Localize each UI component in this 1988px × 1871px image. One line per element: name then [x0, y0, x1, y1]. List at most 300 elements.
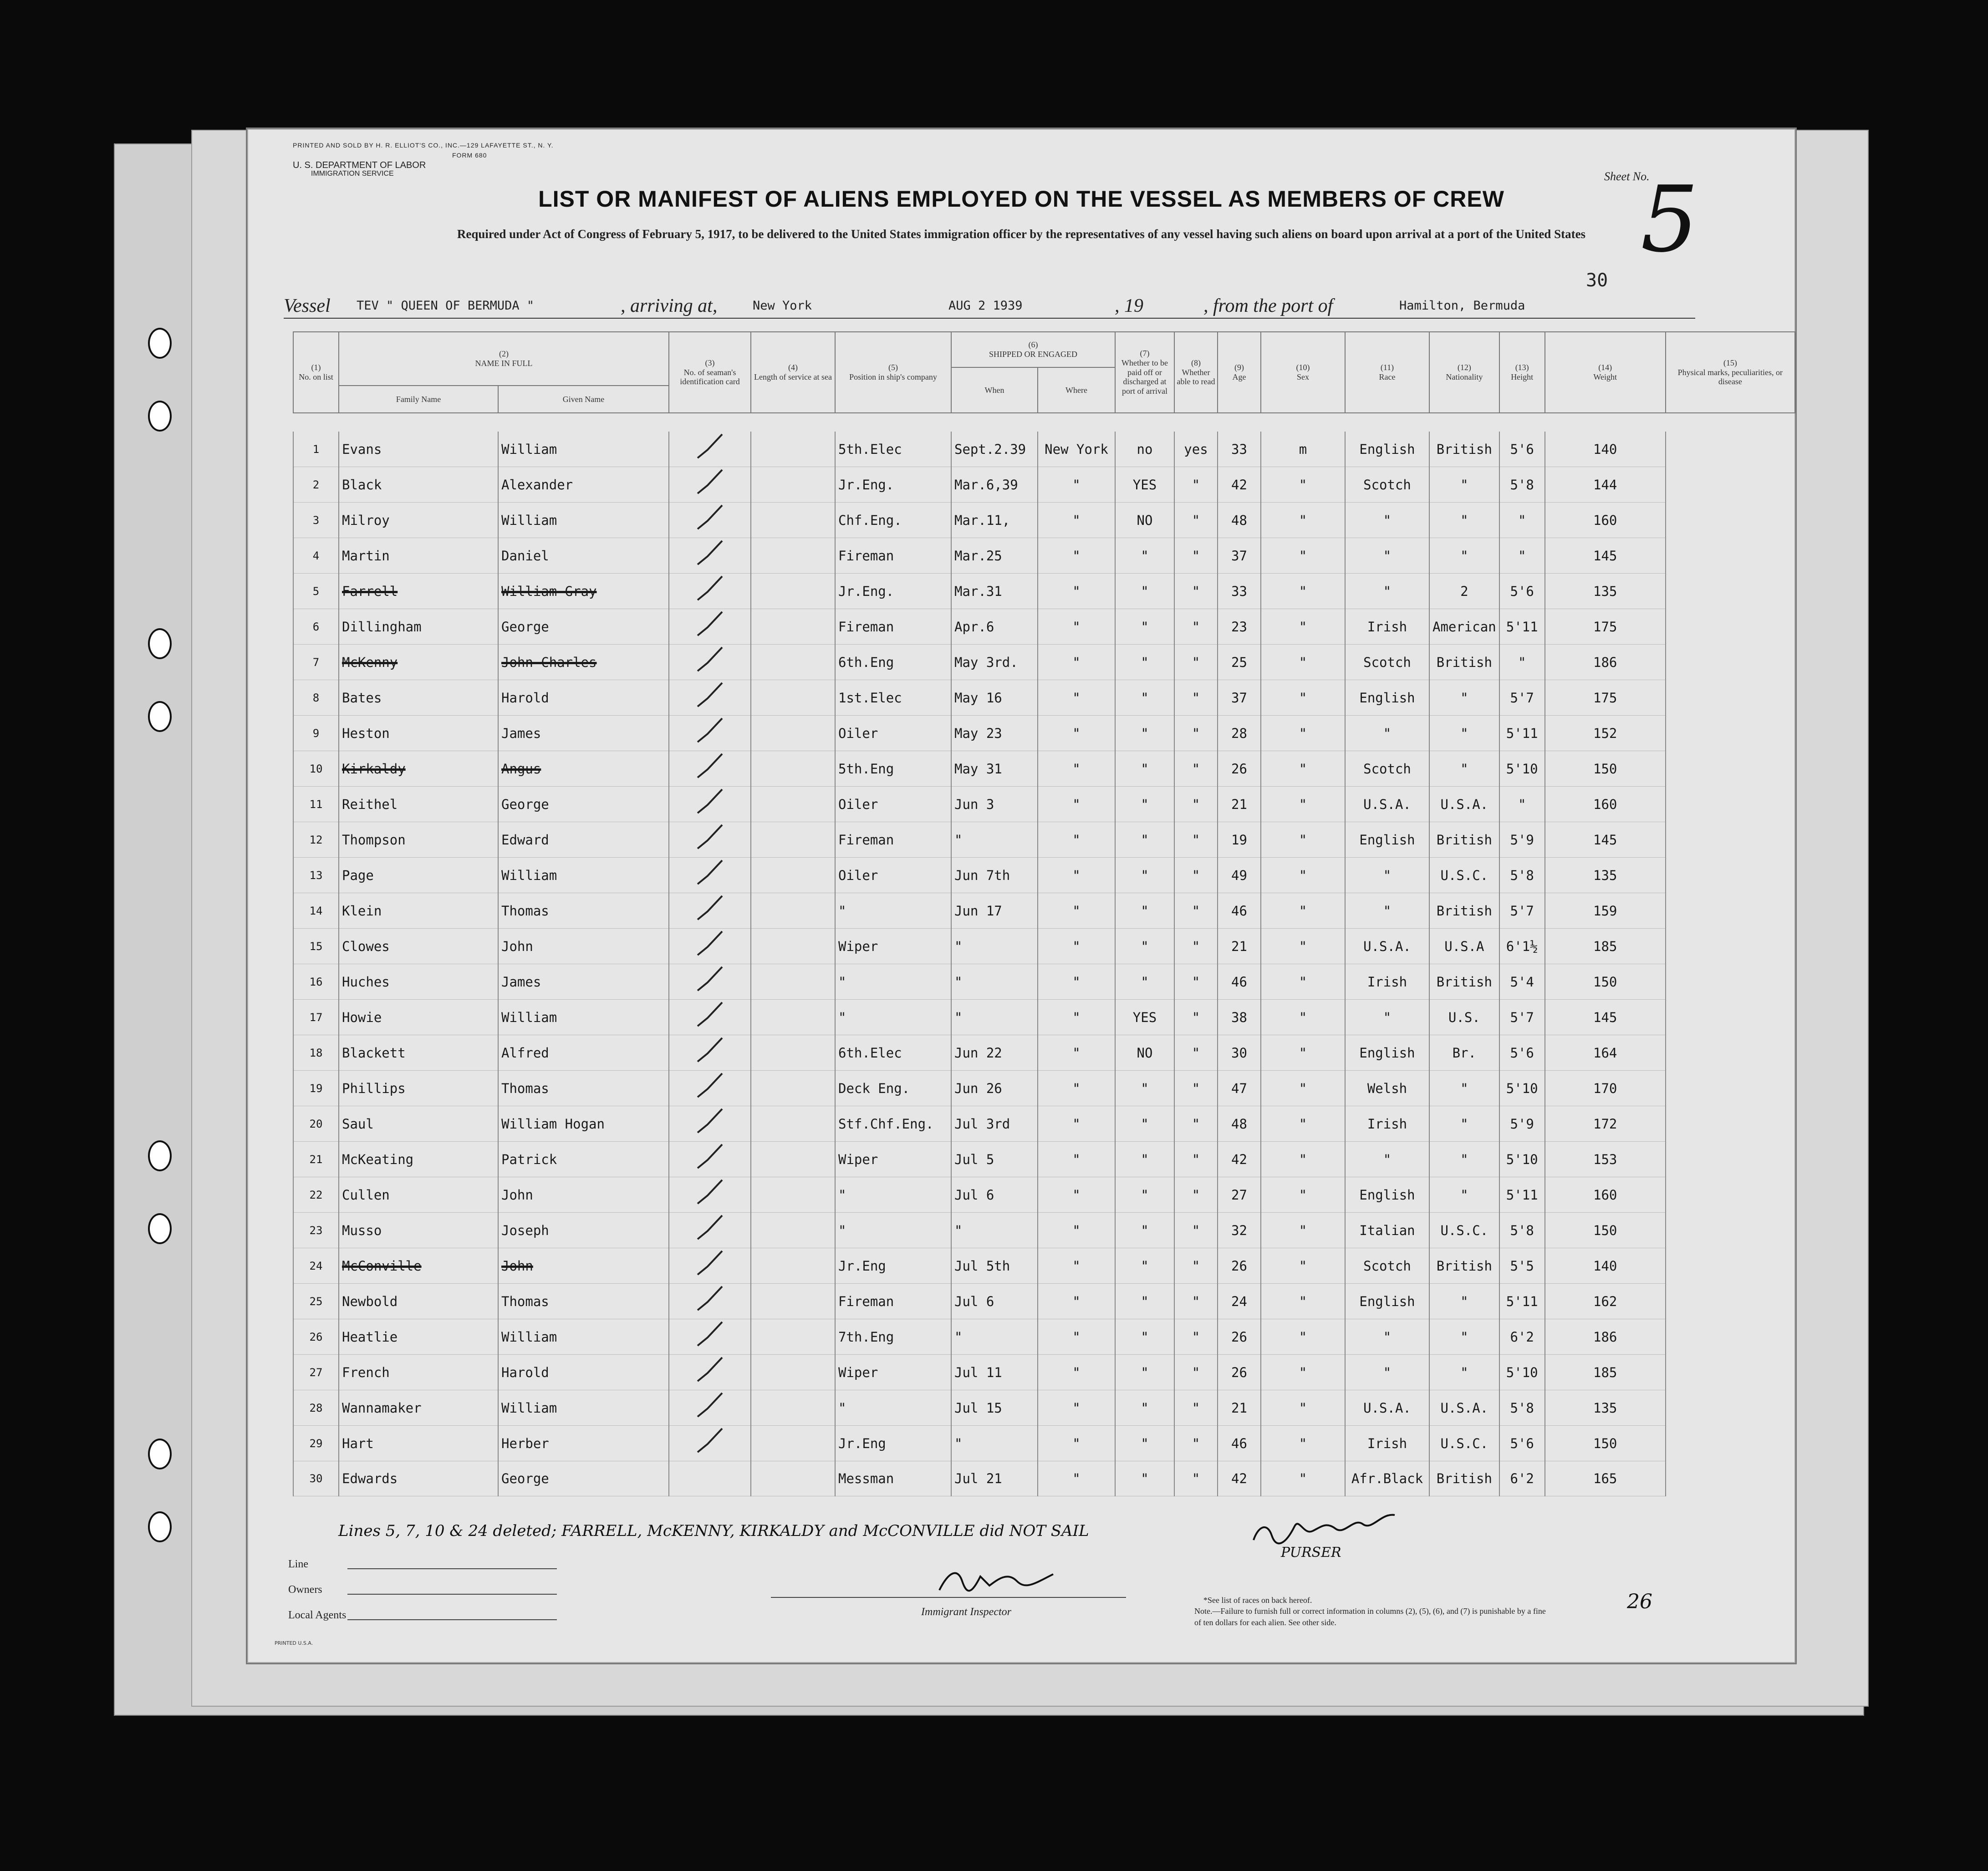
family-name: Phillips: [339, 1071, 498, 1106]
height: 5'7: [1499, 893, 1545, 929]
age: 24: [1218, 1284, 1261, 1319]
arrival-date: AUG 2 1939: [948, 299, 1023, 313]
col-header-id-card: (3) No. of seaman's identification card: [669, 332, 751, 413]
race: Irish: [1345, 1106, 1429, 1142]
race: ": [1345, 716, 1429, 751]
weight: 165: [1545, 1461, 1666, 1496]
weight: 140: [1545, 1248, 1666, 1284]
age: 33: [1218, 432, 1261, 467]
table-row: [293, 574, 1795, 609]
col-header-position: (5) Position in ship's company: [835, 332, 951, 413]
height: ": [1499, 538, 1545, 574]
form-number: FORM 680: [452, 152, 487, 159]
col-header-physical-marks: (15) Physical marks, peculiarities, or disease: [1666, 332, 1795, 413]
col-header-length-service: (4) Length of service at sea: [751, 332, 835, 413]
paid-off: ": [1115, 574, 1174, 609]
shipped-when: ": [951, 964, 1038, 1000]
race: English: [1345, 432, 1429, 467]
nationality: U.S.A.: [1429, 1390, 1499, 1426]
id-card-check: [669, 1426, 751, 1461]
row-number: 16: [293, 964, 339, 1000]
col-header-age: (9) Age: [1218, 332, 1261, 413]
weight: 150: [1545, 1213, 1666, 1248]
vessel-label: Vessel: [284, 295, 331, 316]
inspector-signature: [930, 1563, 1067, 1599]
id-card-check: [669, 751, 751, 787]
col-header-nationality: (12) Nationality: [1429, 332, 1499, 413]
nationality: U.S.A: [1429, 929, 1499, 964]
row-number: 23: [293, 1213, 339, 1248]
age: 26: [1218, 751, 1261, 787]
row-number: 28: [293, 1390, 339, 1426]
family-name: McConville: [339, 1248, 498, 1284]
sex: ": [1261, 787, 1345, 822]
line-label: Line: [288, 1558, 308, 1570]
weight: 145: [1545, 1000, 1666, 1035]
family-name: Edwards: [339, 1461, 498, 1496]
id-card-check: [669, 503, 751, 538]
age: 26: [1218, 1355, 1261, 1390]
table-row: [293, 645, 1795, 680]
family-name: Page: [339, 858, 498, 893]
position: ": [835, 893, 951, 929]
shipped-when: Jul 11: [951, 1355, 1038, 1390]
row-number: 2: [293, 467, 339, 503]
check-mark-icon: [694, 609, 726, 641]
family-name: Reithel: [339, 787, 498, 822]
family-name: Farrell: [339, 574, 498, 609]
given-name: George: [498, 609, 669, 645]
sex: ": [1261, 1319, 1345, 1355]
weight: 175: [1545, 609, 1666, 645]
given-name: George: [498, 1461, 669, 1496]
given-name: William: [498, 432, 669, 467]
shipped-when: Jul 5: [951, 1142, 1038, 1177]
department-name: U. S. DEPARTMENT OF LABOR: [293, 160, 426, 170]
id-card-check: [669, 1106, 751, 1142]
family-name: Bates: [339, 680, 498, 716]
length-of-service: [751, 467, 835, 503]
race: ": [1345, 1000, 1429, 1035]
given-name: William: [498, 503, 669, 538]
id-card-check: [669, 716, 751, 751]
sex: ": [1261, 1035, 1345, 1071]
sex: ": [1261, 1000, 1345, 1035]
paid-off: ": [1115, 1213, 1174, 1248]
height: 5'9: [1499, 822, 1545, 858]
family-name: McKeating: [339, 1142, 498, 1177]
printed-mark: PRINTED U.S.A.: [275, 1640, 313, 1646]
given-name: William: [498, 1000, 669, 1035]
height: 5'7: [1499, 1000, 1545, 1035]
check-mark-icon: [694, 1426, 726, 1458]
shipped-when: Jun 22: [951, 1035, 1038, 1071]
family-name: Thompson: [339, 822, 498, 858]
paid-off: ": [1115, 1390, 1174, 1426]
able-to-read: ": [1174, 929, 1218, 964]
able-to-read: ": [1174, 964, 1218, 1000]
age: 30: [1218, 1035, 1261, 1071]
table-row: [293, 964, 1795, 1000]
shipped-when: May 3rd.: [951, 645, 1038, 680]
race: ": [1345, 503, 1429, 538]
able-to-read: ": [1174, 1071, 1218, 1106]
able-to-read: ": [1174, 1142, 1218, 1177]
weight: 185: [1545, 1355, 1666, 1390]
paid-off: ": [1115, 751, 1174, 787]
able-to-read: ": [1174, 1106, 1218, 1142]
local-agents-label: Local Agents: [288, 1609, 347, 1621]
nationality: U.S.C.: [1429, 858, 1499, 893]
race: ": [1345, 538, 1429, 574]
weight: 135: [1545, 574, 1666, 609]
row-number: 10: [293, 751, 339, 787]
position: Jr.Eng.: [835, 467, 951, 503]
length-of-service: [751, 964, 835, 1000]
id-card-check: [669, 964, 751, 1000]
able-to-read: ": [1174, 1426, 1218, 1461]
check-mark-icon: [694, 1142, 726, 1174]
race: English: [1345, 822, 1429, 858]
table-row: [293, 929, 1795, 964]
paid-off: ": [1115, 929, 1174, 964]
able-to-read: ": [1174, 893, 1218, 929]
sex: ": [1261, 574, 1345, 609]
position: 6th.Elec: [835, 1035, 951, 1071]
given-name: Harold: [498, 680, 669, 716]
nationality: British: [1429, 1461, 1499, 1496]
table-row: [293, 680, 1795, 716]
sex: ": [1261, 964, 1345, 1000]
age: 23: [1218, 609, 1261, 645]
agents-block: [288, 1558, 346, 1635]
age: 48: [1218, 503, 1261, 538]
binder-hole: [148, 1213, 172, 1244]
weight: 150: [1545, 751, 1666, 787]
shipped-where: ": [1038, 1000, 1115, 1035]
weight: 160: [1545, 1177, 1666, 1213]
race: Scotch: [1345, 645, 1429, 680]
length-of-service: [751, 716, 835, 751]
nationality: ": [1429, 467, 1499, 503]
height: 5'8: [1499, 1390, 1545, 1426]
id-card-check: [669, 574, 751, 609]
position: Fireman: [835, 538, 951, 574]
able-to-read: ": [1174, 1035, 1218, 1071]
id-card-check: [669, 1000, 751, 1035]
paid-off: ": [1115, 716, 1174, 751]
race: Scotch: [1345, 751, 1429, 787]
shipped-when: Jul 6: [951, 1284, 1038, 1319]
paid-off: ": [1115, 538, 1174, 574]
table-row: [293, 858, 1795, 893]
table-row: [293, 503, 1795, 538]
sex: ": [1261, 538, 1345, 574]
shipped-when: Mar.25: [951, 538, 1038, 574]
given-name: Patrick: [498, 1142, 669, 1177]
able-to-read: ": [1174, 1284, 1218, 1319]
paid-off: NO: [1115, 503, 1174, 538]
nationality: U.S.C.: [1429, 1426, 1499, 1461]
check-mark-icon: [694, 1284, 726, 1316]
given-name: Thomas: [498, 1284, 669, 1319]
check-mark-icon: [694, 822, 726, 854]
length-of-service: [751, 1106, 835, 1142]
department-heading: [293, 161, 426, 178]
shipped-when: Jun 26: [951, 1071, 1038, 1106]
height: 5'5: [1499, 1248, 1545, 1284]
shipped-when: Jun 7th: [951, 858, 1038, 893]
table-row: [293, 432, 1795, 467]
table-row: [293, 893, 1795, 929]
nationality: ": [1429, 1177, 1499, 1213]
weight: 186: [1545, 1319, 1666, 1355]
weight: 150: [1545, 964, 1666, 1000]
row-number: 30: [293, 1461, 339, 1496]
able-to-read: ": [1174, 787, 1218, 822]
nationality: Br.: [1429, 1035, 1499, 1071]
paid-off: no: [1115, 432, 1174, 467]
paid-off: YES: [1115, 467, 1174, 503]
given-name: William: [498, 858, 669, 893]
age: 21: [1218, 929, 1261, 964]
paid-off: ": [1115, 1177, 1174, 1213]
race: U.S.A.: [1345, 1390, 1429, 1426]
age: 28: [1218, 716, 1261, 751]
penalty-note: Note.—Failure to furnish full or correct information in columns (2), (5), (6), and (7) is punishable by a fine of ten dollars for each alien. See other side.: [1194, 1607, 1546, 1627]
position: Oiler: [835, 787, 951, 822]
length-of-service: [751, 609, 835, 645]
position: Wiper: [835, 1355, 951, 1390]
row-number: 11: [293, 787, 339, 822]
paid-off: ": [1115, 1071, 1174, 1106]
race: English: [1345, 680, 1429, 716]
height: 5'10: [1499, 1142, 1545, 1177]
given-name: William Gray: [498, 574, 669, 609]
shipped-when: ": [951, 822, 1038, 858]
height: 5'10: [1499, 751, 1545, 787]
binder-hole: [148, 401, 172, 432]
inspector-line: [771, 1597, 1126, 1598]
table-row: [293, 822, 1795, 858]
length-of-service: [751, 1000, 835, 1035]
race: English: [1345, 1035, 1429, 1071]
table-row: [293, 1035, 1795, 1071]
position: Wiper: [835, 929, 951, 964]
arriving-label: , arriving at,: [621, 295, 718, 316]
shipped-when: Jul 6: [951, 1177, 1038, 1213]
age: 49: [1218, 858, 1261, 893]
age: 27: [1218, 1177, 1261, 1213]
row-number: 3: [293, 503, 339, 538]
sex: ": [1261, 1106, 1345, 1142]
shipped-when: ": [951, 1426, 1038, 1461]
given-name: Daniel: [498, 538, 669, 574]
table-row: [293, 1355, 1795, 1390]
sheet-label: Sheet No.: [1604, 170, 1650, 183]
paid-off: ": [1115, 858, 1174, 893]
nationality: ": [1429, 1319, 1499, 1355]
check-mark-icon: [694, 1355, 726, 1387]
length-of-service: [751, 1426, 835, 1461]
nationality: ": [1429, 538, 1499, 574]
col-header-name: (2) NAME IN FULL: [339, 332, 669, 386]
age: 42: [1218, 1142, 1261, 1177]
shipped-where: ": [1038, 1213, 1115, 1248]
col-header-race: (11) Race: [1345, 332, 1429, 413]
sex: ": [1261, 751, 1345, 787]
height: 5'6: [1499, 574, 1545, 609]
family-name: Heatlie: [339, 1319, 498, 1355]
shipped-where: ": [1038, 538, 1115, 574]
age: 46: [1218, 1426, 1261, 1461]
nationality: ": [1429, 1284, 1499, 1319]
shipped-when: Jul 21: [951, 1461, 1038, 1496]
owners-label: Owners: [288, 1584, 322, 1596]
paid-off: ": [1115, 787, 1174, 822]
length-of-service: [751, 1142, 835, 1177]
table-row: [293, 1000, 1795, 1035]
id-card-check: [669, 858, 751, 893]
col-header-list-number: (1) No. on list: [293, 332, 339, 413]
col-header-shipped: (6) SHIPPED OR ENGAGED: [951, 332, 1115, 367]
row-number: 5: [293, 574, 339, 609]
shipped-when: Mar.11,: [951, 503, 1038, 538]
given-name: John: [498, 1177, 669, 1213]
col-header-where: Where: [1038, 367, 1115, 413]
length-of-service: [751, 645, 835, 680]
nationality: 2: [1429, 574, 1499, 609]
able-to-read: ": [1174, 1390, 1218, 1426]
check-mark-icon: [694, 787, 726, 819]
position: ": [835, 1177, 951, 1213]
shipped-where: ": [1038, 751, 1115, 787]
row-number: 26: [293, 1319, 339, 1355]
row-number: 21: [293, 1142, 339, 1177]
given-name: John Charles: [498, 645, 669, 680]
family-name: Musso: [339, 1213, 498, 1248]
length-of-service: [751, 1319, 835, 1355]
sex: ": [1261, 680, 1345, 716]
height: ": [1499, 503, 1545, 538]
weight: 140: [1545, 432, 1666, 467]
nationality: ": [1429, 503, 1499, 538]
given-name: Alexander: [498, 467, 669, 503]
check-mark-icon: [694, 432, 726, 463]
document-title: LIST OR MANIFEST OF ALIENS EMPLOYED ON THE VESSEL AS MEMBERS OF CREW: [538, 186, 1504, 212]
position: Jr.Eng: [835, 1426, 951, 1461]
id-card-check: [669, 1142, 751, 1177]
sex: ": [1261, 503, 1345, 538]
sex: ": [1261, 1355, 1345, 1390]
position: Fireman: [835, 609, 951, 645]
shipped-where: ": [1038, 1355, 1115, 1390]
able-to-read: ": [1174, 467, 1218, 503]
weight: 145: [1545, 822, 1666, 858]
height: 5'10: [1499, 1071, 1545, 1106]
able-to-read: ": [1174, 609, 1218, 645]
able-to-read: ": [1174, 645, 1218, 680]
check-mark-icon: [694, 893, 726, 925]
age: 26: [1218, 1319, 1261, 1355]
id-card-check: [669, 645, 751, 680]
nationality: British: [1429, 964, 1499, 1000]
given-name: William: [498, 1390, 669, 1426]
given-name: George: [498, 787, 669, 822]
paid-off: NO: [1115, 1035, 1174, 1071]
race: Afr.Black: [1345, 1461, 1429, 1496]
position: 5th.Eng: [835, 751, 951, 787]
sheet-number: 5: [1641, 167, 1699, 273]
paid-off: ": [1115, 1106, 1174, 1142]
weight: 186: [1545, 645, 1666, 680]
position: 1st.Elec: [835, 680, 951, 716]
shipped-when: Jul 5th: [951, 1248, 1038, 1284]
table-row: [293, 467, 1795, 503]
purser-signature: [1249, 1508, 1413, 1549]
id-card-check: [669, 609, 751, 645]
sex: ": [1261, 716, 1345, 751]
nationality: ": [1429, 1071, 1499, 1106]
position: Fireman: [835, 822, 951, 858]
shipped-when: Sept.2.39: [951, 432, 1038, 467]
binder-hole: [148, 1511, 172, 1542]
table-row: [293, 787, 1795, 822]
nationality: British: [1429, 432, 1499, 467]
paid-off: ": [1115, 609, 1174, 645]
race: Irish: [1345, 1426, 1429, 1461]
row-number: 17: [293, 1000, 339, 1035]
paid-off: ": [1115, 964, 1174, 1000]
weight: 145: [1545, 538, 1666, 574]
table-row: [293, 1177, 1795, 1213]
id-card-check: [669, 1071, 751, 1106]
paid-off: ": [1115, 893, 1174, 929]
sex: ": [1261, 1390, 1345, 1426]
position: ": [835, 1213, 951, 1248]
able-to-read: ": [1174, 716, 1218, 751]
shipped-where: ": [1038, 1284, 1115, 1319]
id-card-check: [669, 822, 751, 858]
height: 5'11: [1499, 1284, 1545, 1319]
shipped-when: ": [951, 1213, 1038, 1248]
table-row: [293, 1213, 1795, 1248]
age: 48: [1218, 1106, 1261, 1142]
id-card-check: [669, 1390, 751, 1426]
row-number: 7: [293, 645, 339, 680]
nationality: ": [1429, 716, 1499, 751]
row-number: 22: [293, 1177, 339, 1213]
shipped-when: May 16: [951, 680, 1038, 716]
height: 5'8: [1499, 1213, 1545, 1248]
able-to-read: ": [1174, 822, 1218, 858]
row-number: 24: [293, 1248, 339, 1284]
nationality: British: [1429, 645, 1499, 680]
handwritten-deletion-note: Lines 5, 7, 10 & 24 deleted; FARRELL, McKENNY, KIRKALDY and McCONVILLE did NOT SAIL: [338, 1522, 1089, 1540]
position: 5th.Elec: [835, 432, 951, 467]
id-card-check: [669, 787, 751, 822]
position: 6th.Eng: [835, 645, 951, 680]
nationality: ": [1429, 751, 1499, 787]
row-number: 19: [293, 1071, 339, 1106]
check-mark-icon: [694, 964, 726, 996]
shipped-where: ": [1038, 467, 1115, 503]
age: 46: [1218, 893, 1261, 929]
check-mark-icon: [694, 574, 726, 605]
col-header-when: When: [951, 367, 1038, 413]
table-row: [293, 1319, 1795, 1355]
race: Scotch: [1345, 467, 1429, 503]
